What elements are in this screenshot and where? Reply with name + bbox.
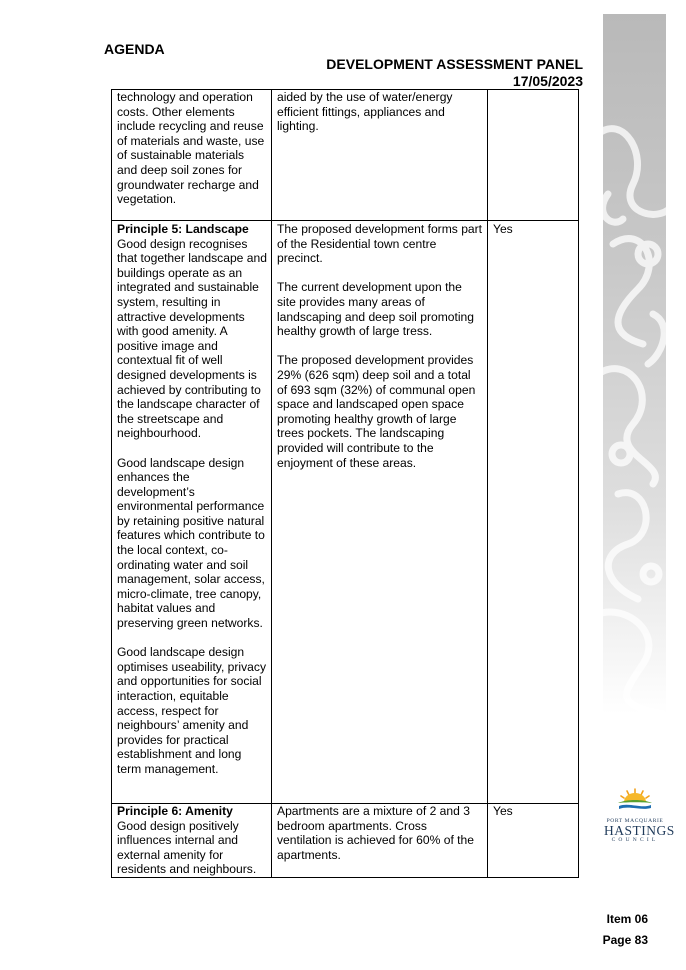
logo-text-council: COUNCIL xyxy=(611,837,659,843)
response-cell xyxy=(272,221,488,804)
principle-cell xyxy=(112,90,272,221)
principle-cell xyxy=(112,221,272,804)
agenda-heading: AGENDA xyxy=(104,41,165,57)
response-text: The proposed development provides 29% (626 sqm) deep soil and a total of 693 sqm (32%) of communal open space and landscaped open space promoting healthy growth of large trees pockets. The landscaping provided will contribute to the enjoyment of these areas. xyxy=(277,353,476,470)
response-cell xyxy=(272,90,488,221)
principle-text: Good landscape design enhances the development’s environmental performance by retaining positive natural features which contribute to the local context, co-ordinating water and soil management, solar access, micro-climate, tree canopy, habitat values and preserving green networks. xyxy=(117,455,265,631)
principles-table xyxy=(111,89,579,878)
table-row xyxy=(112,90,579,221)
principle-heading: Principle 5: Landscape xyxy=(117,222,249,236)
response-text: The proposed development forms part of the Residential town centre precinct. xyxy=(277,222,483,266)
council-logo xyxy=(604,787,675,843)
principle-text: technology and operation costs. Other elements include recycling and reuse of materials and waste, use of sustainable materials and deep soil zones for groundwater recharge and vegetation. xyxy=(117,90,265,207)
response-text: Apartments are a mixture of 2 and 3 bedroom apartments. Cross ventilation is achieved for 60% of the apartments. xyxy=(277,804,474,862)
principle-text: Good design recognises that together landscape and buildings operate as an integrated and sustainable system, resulting in attractive developments with good amenity. A positive image and contextual fit of well designed developments is achieved by contributing to the landscape character of the streetscape and neighbourhood. xyxy=(117,236,267,441)
page-number: Page 83 xyxy=(602,933,648,947)
response-text: aided by the use of water/energy efficient fittings, appliances and lighting. xyxy=(277,90,453,134)
response-text: The current development upon the site provides many areas of landscaping and deep soil promoting healthy growth of large tress. xyxy=(277,280,474,339)
meeting-date: 17/05/2023 xyxy=(512,73,583,89)
principle-text: Good landscape design optimises useability, privacy and opportunities for social interaction, equitable access, respect for neighbours’ amenity and provides for practical establishment and long term management. xyxy=(117,645,266,776)
logo-text-hastings: HASTINGS xyxy=(604,823,675,838)
compliance-cell xyxy=(488,804,579,878)
response-cell xyxy=(272,804,488,878)
compliance-cell xyxy=(488,90,579,221)
sun-wave-logo-icon xyxy=(615,787,655,811)
item-number: Item 06 xyxy=(606,912,648,926)
table-row xyxy=(112,221,579,804)
compliance-cell xyxy=(488,221,579,804)
decorative-side-strip xyxy=(603,14,666,714)
decorative-swirl-pattern xyxy=(603,14,666,714)
principle-text: Good design positively influences internal and external amenity for residents and neighbours. xyxy=(117,818,257,877)
principle-cell xyxy=(112,804,272,878)
compliance-value: Yes xyxy=(493,804,513,818)
compliance-value: Yes xyxy=(493,222,513,236)
logo-text-port: PORT MACQUARIE xyxy=(606,818,664,824)
principle-heading: Principle 6: Amenity xyxy=(117,804,233,818)
table-row xyxy=(112,804,579,878)
panel-heading: DEVELOPMENT ASSESSMENT PANEL xyxy=(326,56,583,72)
